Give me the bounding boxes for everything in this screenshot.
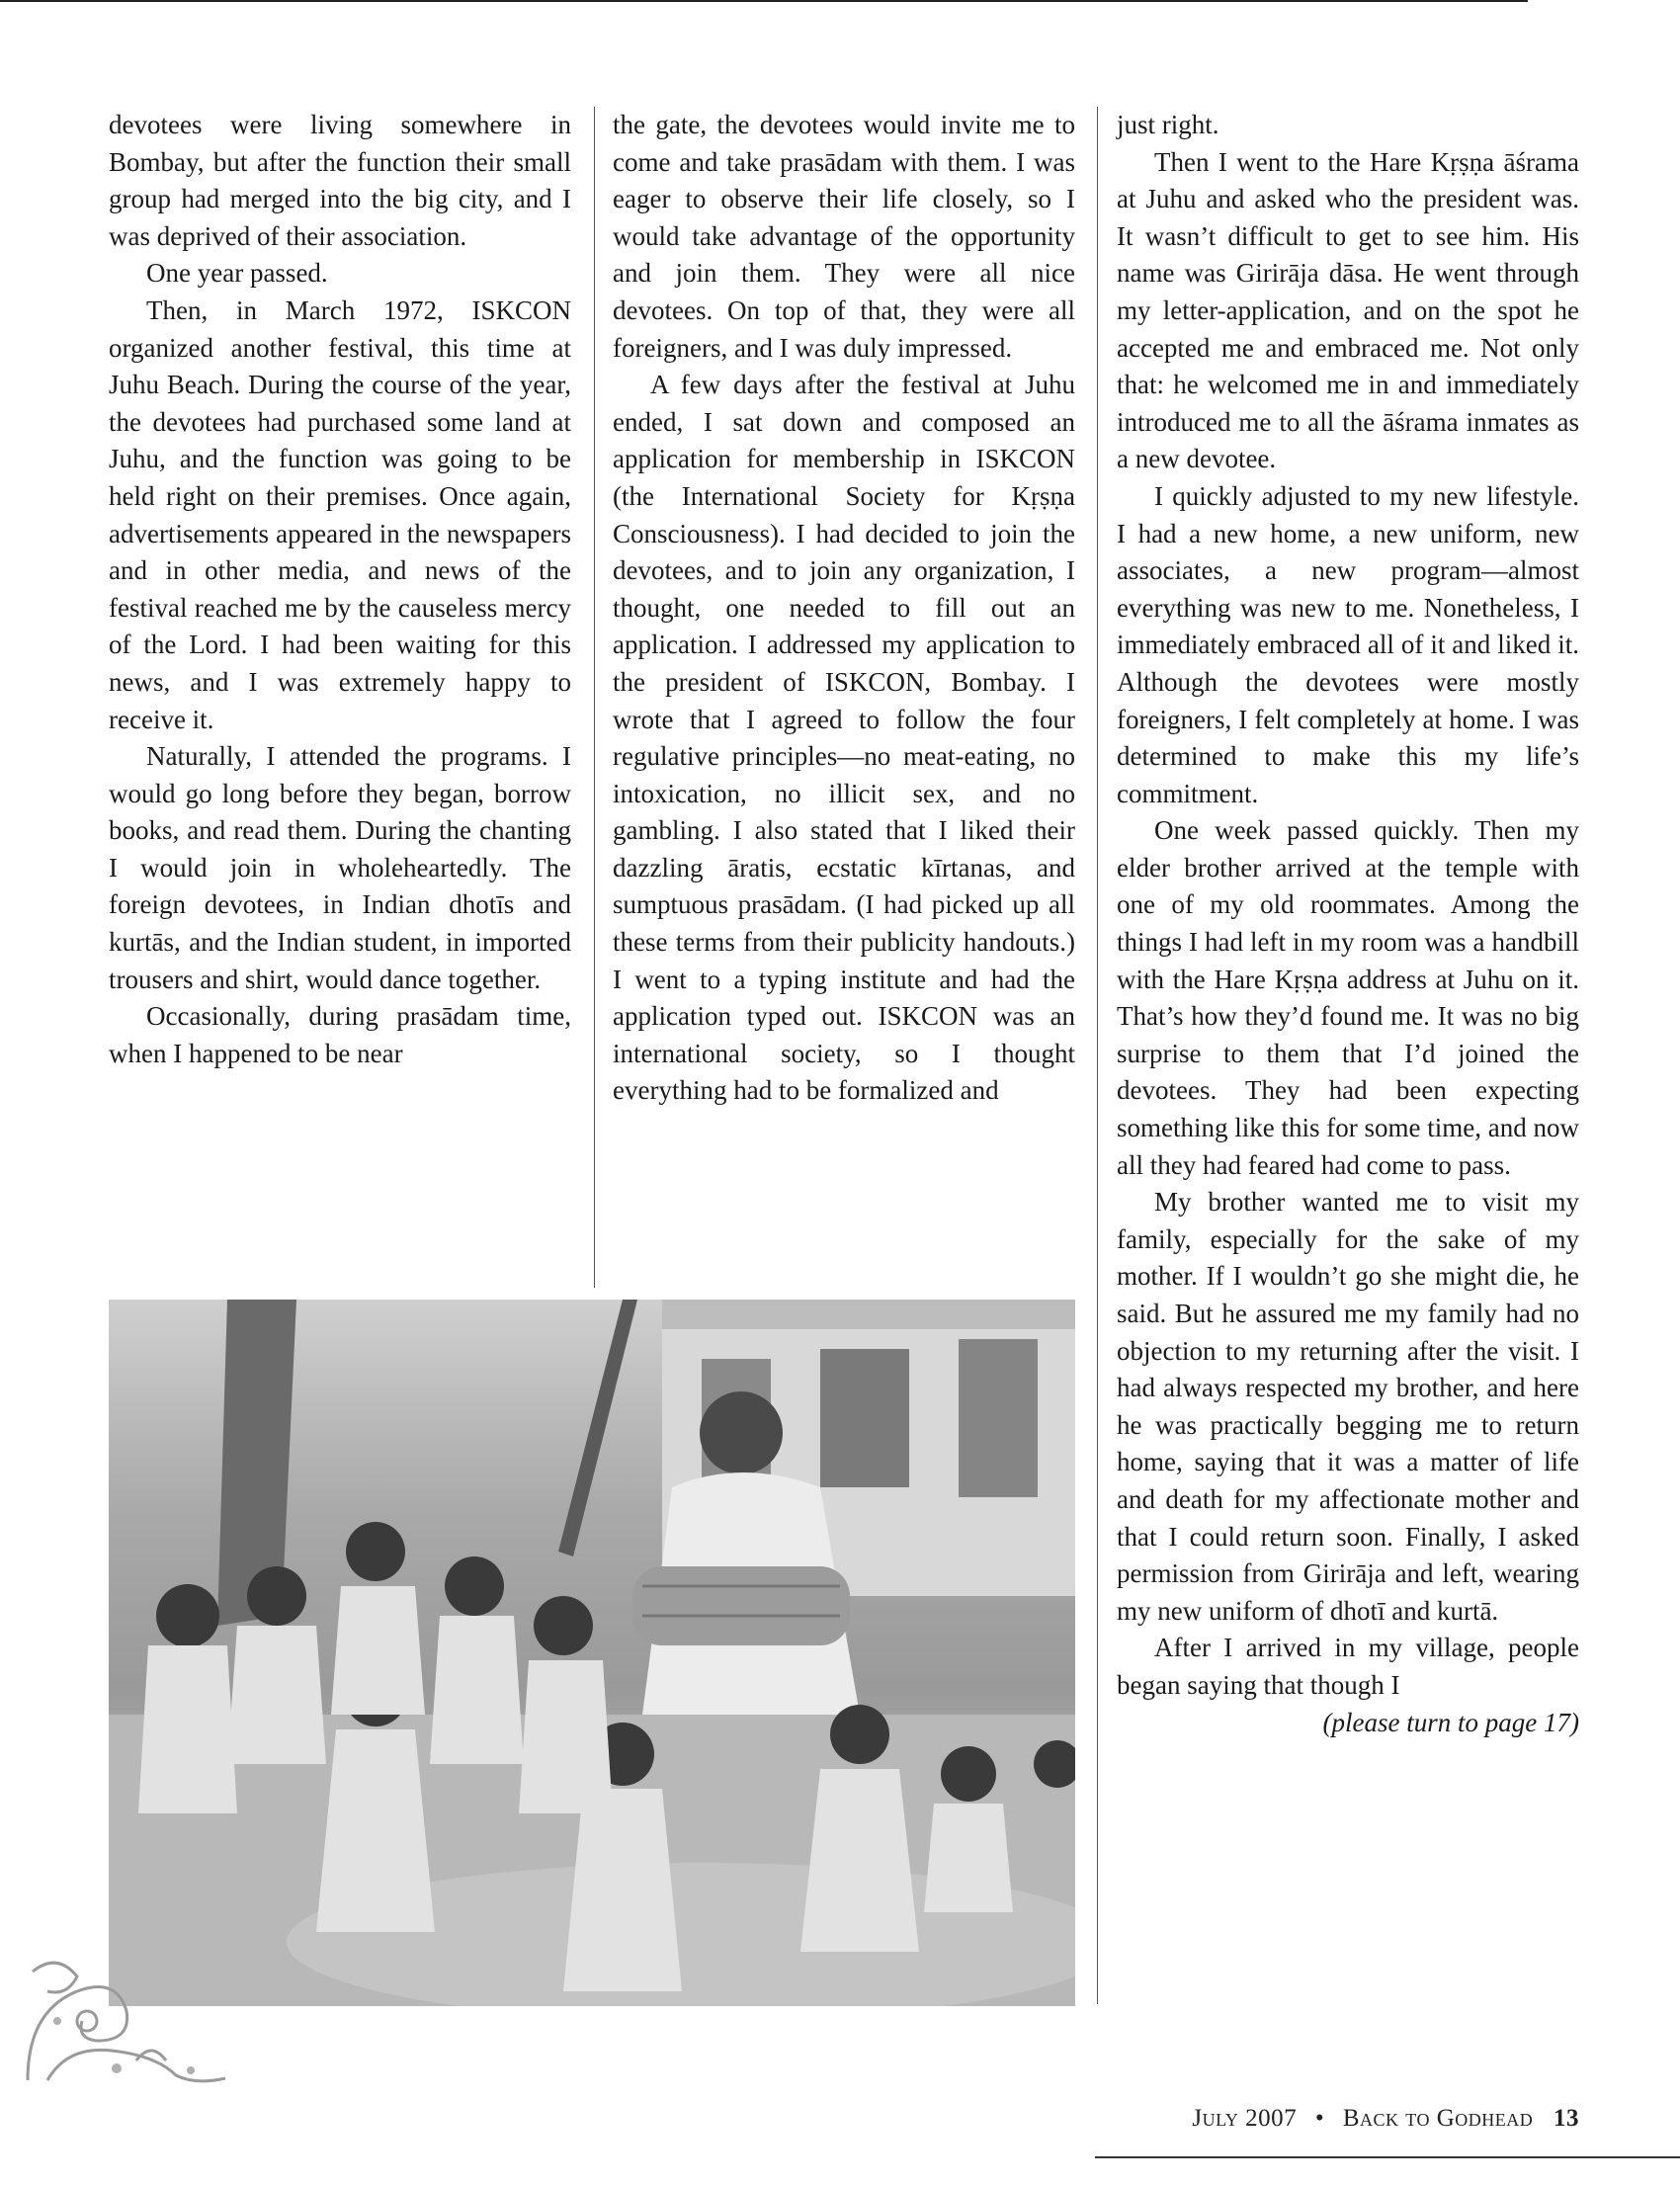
photo-children-dancing-icon <box>109 1300 1075 2006</box>
paragraph: My brother wanted me to visit my family, especially for the sake of my mother. If I wouldn’t go she might die, he said. But he assured me my family had no objection to my returning after the visit. I had always respected my brother, and here he was practically begging me to return home, saying that it was a matter of life and death for my affectionate mother and that I could return soon. Finally, I asked permission from Girirāja and left, wearing my new uniform of dhotī and kurtā. <box>1117 1187 1579 1626</box>
floral-ornament-icon <box>18 1952 235 2090</box>
paragraph: One year passed. <box>146 258 328 289</box>
paragraph: Then I went to the Hare Kṛṣṇa āśrama at Juhu and asked who the president was. It wasn’t difficult to get to see him. His name was Girirāja dāsa. He went through my letter-application, and on the spot he accepted me and embraced me. Not only that: he welcomed me in and immediately introduced me to all the āśrama inmates as a new devotee. <box>1117 146 1579 474</box>
footer-year: 2007 <box>1245 2105 1298 2132</box>
paragraph: Naturally, I attended the programs. I would go long before they began, borrow books, and read them. During the chanting I would join in wholeheartedly. The foreign devotees, in Indian dhotīs and kurtās, and the Indian student, in imported trousers and shirt, would dance together. <box>109 741 571 994</box>
article-column-3 <box>1117 107 1579 1741</box>
top-rule <box>0 0 1528 2</box>
column-divider <box>594 107 595 1288</box>
footer-magazine-title: Back to Godhead <box>1342 2105 1534 2132</box>
continuation-note: (please turn to page 17) <box>1322 1707 1579 1737</box>
footer-bullet: • <box>1314 2105 1325 2132</box>
article-column-1 <box>109 107 571 1072</box>
article-photo <box>109 1300 1075 2006</box>
paragraph: After I arrived in my village, people began saying that though I <box>1117 1633 1579 1700</box>
paragraph: the gate, the devotees would invite me to come and take prasādam with them. I was eager to observe their life closely, so I would take advantage of the opportunity and join them. They were all nice devotees. On top of that, they were all foreigners, and I was duly impressed. <box>613 110 1075 363</box>
paragraph: Then, in March 1972, ISKCON organized another festival, this time at Juhu Beach. During the course of the year, the devotees had purchased some land at Juhu, and the function was going to be held right on their premises. Once again, advertisements appeared in the newspapers and in other media, and news of the festival reached me by the causeless mercy of the Lord. I had been waiting for this news, and I was extremely happy to receive it. <box>109 294 571 734</box>
paragraph: A few days after the festival at Juhu ended, I sat down and composed an application for membership in ISKCON (the International Society for Kṛṣṇa Consciousness). I had decided to join the devotees, and to join any organization, I thought, one needed to fill out an application. I addressed my application to the president of ISKCON, Bombay. I wrote that I agreed to follow the four regulative principles—no meat-eating, no intoxication, no illicit sex, and no gambling. I also stated that I liked their dazzling āratis, ecstatic kīrtanas, and sumptuous prasādam. (I had picked up all these terms from their publicity handouts.) I went to a typing institute and had the application typed out. ISKCON was an international society, so I thought everything had to be formalized and <box>613 370 1075 1106</box>
paragraph: devotees were living somewhere in Bombay, but after the function their small group had merged into the big city, and I was deprived of their association. <box>109 110 571 251</box>
footer-rule <box>1095 2156 1680 2158</box>
paragraph: just right. <box>1117 110 1219 139</box>
article-column-2 <box>613 107 1075 1110</box>
paragraph: One week passed quickly. Then my elder brother arrived at the temple with one of my old roommates. Among the things I had left in my room was a handbill with the Hare Kṛṣṇa address at Juhu on it. That’s how they’d found me. It was no big surprise to them that I’d joined the devotees. They had been expecting something like this for some time, and now all they had feared had come to pass. <box>1117 815 1579 1180</box>
page-number: 13 <box>1554 2105 1579 2132</box>
page-footer <box>1192 2105 1579 2133</box>
paragraph: I quickly adjusted to my new lifestyle. I had a new home, a new uniform, new associates, a new program—almost everything was new to me. Nonetheless, I immediately embraced all of it and liked it. Although the devotees were mostly foreigners, I felt completely at home. I was determined to make this my life’s commitment. <box>1117 480 1579 808</box>
footer-month: July <box>1192 2105 1239 2132</box>
paragraph: Occasionally, during prasādam time, when I happened to be near <box>109 1001 571 1068</box>
column-divider <box>1097 107 1098 2004</box>
